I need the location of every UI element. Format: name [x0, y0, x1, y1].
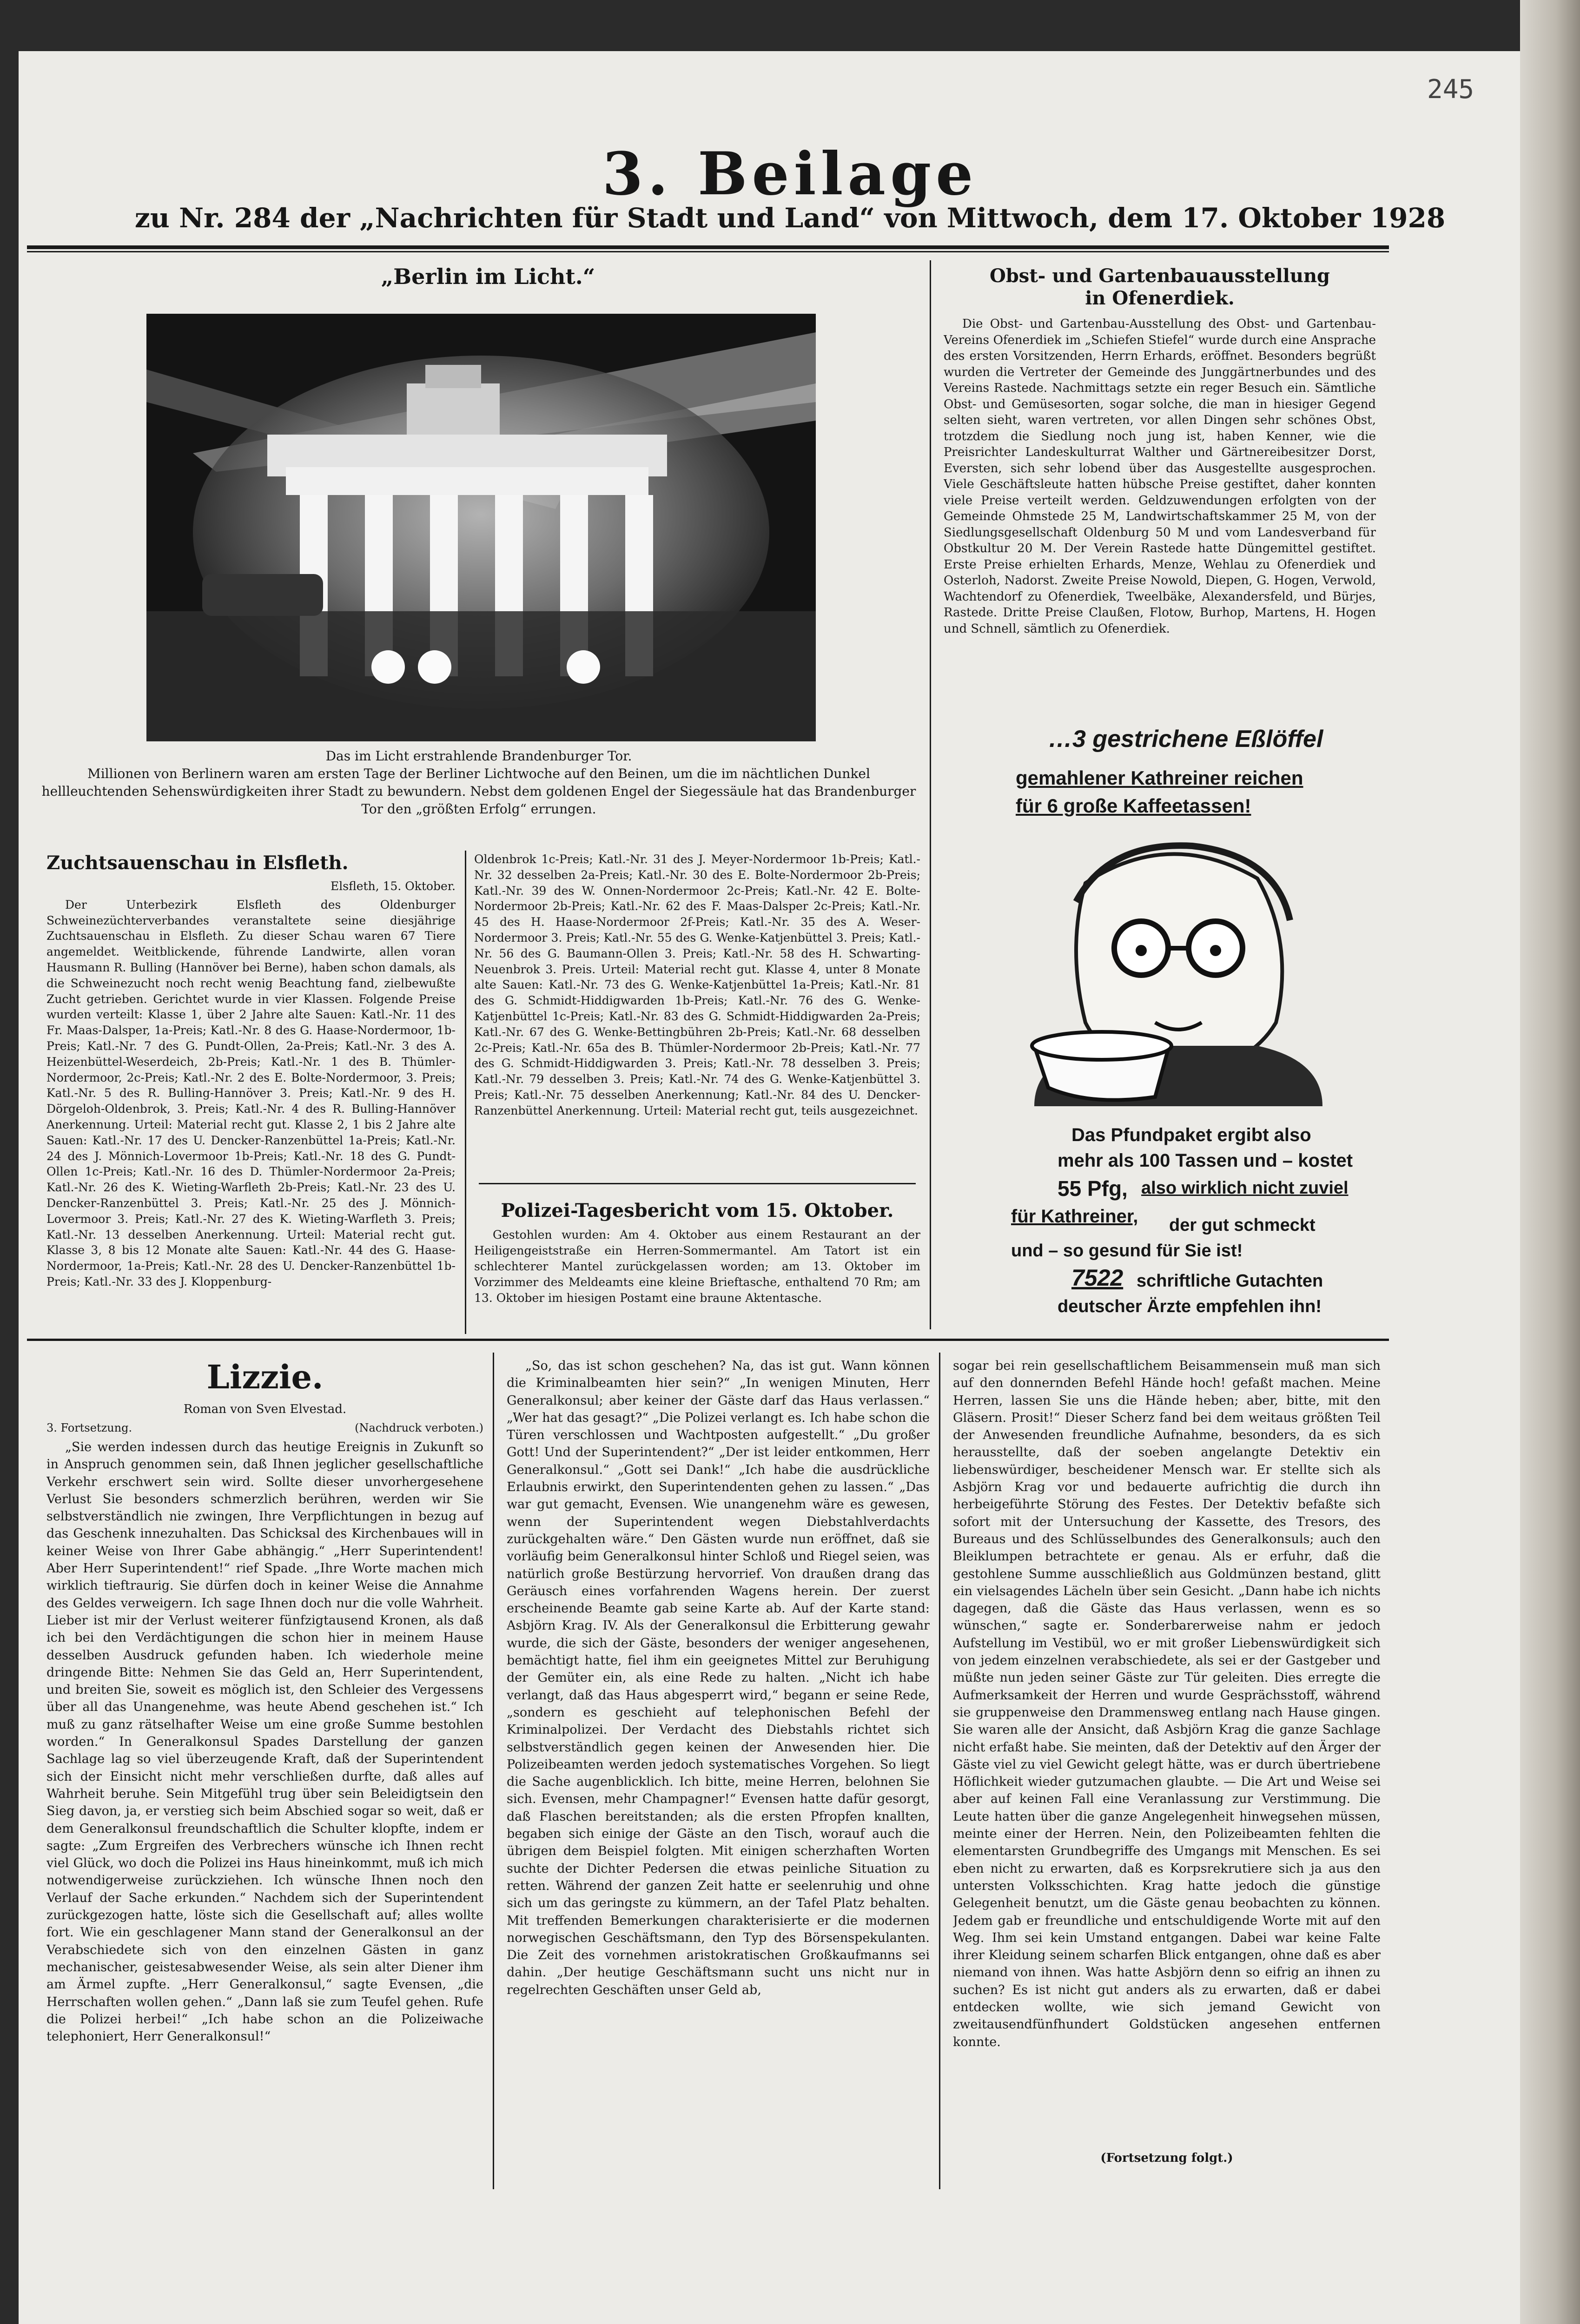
zucht-text-cont: Oldenbrok 1c-Preis; Katl.-Nr. 31 des J. Meyer-Nordermoor 1b-Preis; Katl.-Nr. 32 desselben 2a-Preis; Katl.-Nr. 30 des E. Bolte-Nordermoor 2b-Preis; Katl.-Nr. 39 des W. Onnen-Nordermoor 2c-Preis; Katl.-Nr. 42 E. Bolte-Nordermoor 2b-Preis; Katl.-Nr. 62 des F. Maas-Dalsper 2c-Preis; Katl.-Nr. 45 des H. Haase-Nordermoor 2f-Preis; Katl.-Nr. 35 des A. Weser-Nordermoor 3. Preis; Katl.-Nr. 55 des G. Wenke-Katjenbüttel 3. Preis; Katl.-Nr. 56 des G. Baumann-Ollen 3. Preis; Katl.-Nr. 58 des H. Schwarting-Neuenbrok 3. Preis. Urteil: Material recht gut. Klasse 4, unter 8 Monate alte Sauen: Katl.-Nr. 73 des G. Wenke-Katjenbüttel 1a-Preis; Katl.-Nr. 81 des G. Schmidt-Hiddigwarden 1b-Preis; Katl.-Nr. 76 des G. Wenke-Katjenbüttel 1c-Preis; Katl.-Nr. 83 des G. Schmidt-Hiddigwarden 2a-Preis; Katl.-Nr. 67 des G. Wenke-Bettingbühren 2b-Preis; Katl.-Nr. 68 desselben 2c-Preis; Katl.-Nr. 65a des B. Thümler-Nordermoor 2b-Preis; Katl.-Nr. 77 des G. Schmidt-Hiddigwarden 3. Preis; Katl.-Nr. 78 desselben 3. Preis; Katl.-Nr. 79 desselben 3. Preis; Katl.-Nr. 74 des G. Wenke-Katjenbüttel 3. Preis; Katl.-Nr. 75 desselben Anerkennung; Katl.-Nr. 84 des U. Dencker-Ranzenbüttel Anerkennung. Urteil: Material recht gut, teils ausgezeichnet. — [474, 852, 920, 1117]
lizzie-text-1: „Sie werden indessen durch das heutige Ereignis in Zukunft so in Anspruch genommen sein, daß Ihnen jeglicher gesellschaftliche Verkehr erschwert sein wird. Sollte dieser unvorhergesehene Verlust Sie besonders schmerzlich berühren, werden wir Sie selbstverständlich nie zwingen, Ihre Verpflichtungen in bezug auf das Geschenk innezuhalten. Das Schicksal des Kirchenbaues will in keiner Weise von Ihrer Gabe abhängig.“ „Herr Superintendent! Aber Herr Superintendent!“ rief Spade. „Ihre Worte machen mich wirklich tieftraurig. Sie dürfen doch in keiner Weise die Annahme des Geldes verweigern. Ich sage Ihnen doch nur die volle Wahrheit. Lieber ist mir der Verlust weiterer fünfzigtausend Kronen, als daß ich bei den Verdächtigungen die schon hier in meinem Hause desselben Ausdruck gefunden haben. Ich wiederhole meine dringende Bitte: Nehmen Sie das Geld an, Herr Superintendent, und breiten Sie, soweit es möglich ist, den Schleier des Vergessens über all das Unangenehme, was heute Abend geschehen ist.“ Ich muß zu ganz rätselhafter Weise um eine große Summe bestohlen worden.“ In Generalkonsul Spades Darstellung der ganzen Sachlage lag so viel überzeugende Kraft, daß der Superintendent sich der Einsicht nicht mehr verschließen durfte, daß alles auf Wahrheit beruhe. Sein Mitgefühl trug über sein Beleidigtsein den Sieg davon, ja, er verstieg sich beim Abschied sogar so weit, daß er dem Generalkonsul freundschaftlich die Schulter klopfte, indem er sagte: „Zum Ergreifen des Verbrechers wünsche ich Ihnen recht viel Glück, wo doch die Polizei ins Haus hineinkommt, muß ich mich notwendigerweise zurückziehen. Ich wünsche Ihnen noch den Verlauf der Sache erkunden.“ Nachdem sich der Superintendent zurückgezogen hatte, löste sich die Gesellschaft auf; alles wollte fort. Wie ein geschlagener Mann stand der Generalkonsul an der Verabschiedete sich von den einzelnen Gästen in ganz mechanischer, geistesabwesender Weise, als sein alter Diener ihm am Ärmel zupfte. „Herr Generalkonsul,“ sagte Evensen, „die Herrschaften wollen gehen.“ „Dann laß sie zum Teufel gehen. Rufe die Polizei herbei!“ „Ich habe schon an die Polizeiwache telephoniert, Herr Generalkonsul!“ — [46, 1440, 483, 2044]
supplement-subtitle: zu Nr. 284 der „Nachrichten für Stadt und Land“ von Mittwoch, dem 17. Oktober 1928 — [134, 202, 1446, 234]
lizzie-column-2 — [507, 1357, 930, 2185]
ad-headline: …3 gestrichene Eßlöffel — [1048, 726, 1323, 753]
lizzie-column-3 — [953, 1357, 1381, 2138]
book-binding-edge — [1520, 0, 1580, 2324]
ad-number: 7522 — [1071, 1265, 1124, 1291]
lizzie-nachdruck: (Nachdruck verboten.) — [355, 1421, 483, 1434]
obst-heading — [944, 265, 1376, 310]
photo-caption: Das im Licht erstrahlende Brandenburger Tor. — [325, 748, 632, 764]
zucht-heading: Zuchtsauenschau in Elsfleth. — [46, 852, 349, 874]
obst-heading-line1: Obst- und Gartenbauausstellung — [989, 265, 1330, 287]
ad-line5: mehr als 100 Tassen und – kostet — [1058, 1150, 1353, 1171]
photo-caption-text: Millionen von Berlinern waren am ersten Tage der Berliner Lichtwoche auf den Beinen, um die im nächtlichen Dunkel hellleuchtenden Sehenswürdigkeiten ihrer Stadt zu bewundern. Nebst dem goldenen Engel der Siegessäule hat das Brandenburger Tor den „größten Erfolg“ errungen. — [41, 766, 916, 817]
berlin-heading: „Berlin im Licht.“ — [381, 264, 595, 289]
man-drinking-coffee-drawing — [1016, 827, 1341, 1116]
obst-text: Die Obst- und Gartenbau-Ausstellung des Obst- und Gartenbau-Vereins Ofenerdiek im „Schiefen Stiefel“ wurde durch eine Ansprache des ersten Vorsitzenden, Herrn Erhards, eröffnet. Besonders begrüßt wurden die Vertreter der Gemeinde des Junggärtnerbundes und des Vereins Rastede. Nachmittags setzte ein reger Besuch ein. Sämtliche Obst- und Gemüsesorten, sogar solche, die man in hiesiger Gegend selten sieht, waren vertreten, vor allen Dingen sehr schönes Obst, trotzdem die Siedlung noch jung ist, haben Kenner, wie die Preisrichter Landeskulturrat Walther und Gärtnereibesitzer Dorst, Eversten, sich sehr lobend über das Ausgestellte ausgesprochen. Viele Geschäftsleute hatten hübsche Preise gestiftet, daher konnten viele Preise verteilt werden. Geldzuwendungen erfolgten von der Gemeinde Ohmstede 25 M, Landwirtschaftskammer 25 M, von der Siedlungsgesellschaft Oldenburg 50 M und vom Landesverband für Obstkultur 20 M. Der Verein Rastede hatte Düngemittel gestiftet. Erste Preise erhielten Erhards, Menze, Wehlau zu Ofenerdiek und Osterloh, Nadorst. Zweite Preise Nowold, Diepen, G. Hogen, Verwold, Wachtendorf zu Ofenerdiek, Tweelbäke, Alexandersfeld, und Bürjes, Rastede. Dritte Preise Claußen, Flotow, Burhop, Martens, H. Hogen und Schnell, sämtlich zu Ofenerdiek. — [944, 317, 1376, 636]
column-divider — [465, 851, 466, 1334]
ad-price: 55 Pfg, — [1058, 1176, 1128, 1201]
obst-heading-line2: in Ofenerdiek. — [1085, 287, 1235, 309]
photo-caption-block — [37, 747, 920, 818]
zucht-article — [46, 878, 456, 1329]
obst-article — [944, 316, 1376, 693]
zucht-text: Der Unterbezirk Elsfleth des Oldenburger Schweinezüchterverbandes veranstaltete seine diesjährige Zuchtsauenschau in Elsfleth. Zu dieser Schau waren 67 Tiere angemeldet. Weitblickende, führende Landwirte, allen voran Hausmann R. Bulling (Hannöver bei Berne), haben schon damals, als die Schweinezucht noch recht wenig Beachtung fand, zielbewußte Zucht getrieben. Gerichtet wurde in vier Klassen. Folgende Preise wurden verteilt: Klasse 1, über 2 Jahre alte Sauen: Katl.-Nr. 11 des Fr. Maas-Dalsper, 1a-Preis; Katl.-Nr. 8 des G. Haase-Nordermoor, 1b-Preis; Katl.-Nr. 7 des G. Pundt-Ollen, 2a-Preis; Katl.-Nr. 3 des A. Heizenbüttel-Weserdeich, 2b-Preis; Katl.-Nr. 1 des B. Thümler-Nordermoor, 2c-Preis; Katl.-Nr. 2 des E. Bolte-Nordermoor, 3. Preis; Katl.-Nr. 5 des R. Bulling-Hannöver 3. Preis; Katl.-Nr. 9 des H. Dörgeloh-Oldenbrok, 3. Preis; Katl.-Nr. 4 des R. Bulling-Hannöver Anerkennung. Urteil: Material recht gut. Klasse 2, 1 bis 2 Jahre alte Sauen: Katl.-Nr. 17 des U. Dencker-Ranzenbüttel 1a-Preis; Katl.-Nr. 24 des J. Mönnich-Lovermoor 1b-Preis; Katl.-Nr. 18 des G. Pundt-Ollen 1c-Preis; Katl.-Nr. 16 des D. Thümler-Nordermoor 2a-Preis; Katl.-Nr. 26 des K. Wieting-Warfleth 2b-Preis; Katl.-Nr. 23 des U. Dencker-Ranzenbüttel 3. Preis; Katl.-Nr. 25 des J. Mönnich-Lovermoor 3. Preis; Katl.-Nr. 27 des K. Wieting-Warfleth 3. Preis; Katl.-Nr. 13 desselben Anerkennung. Urteil: Material recht gut. Klasse 3, 8 bis 12 Monate alte Sauen: Katl.-Nr. 44 des G. Haase-Nordermoor, 1a-Preis; Katl.-Nr. 28 des U. Dencker-Ranzenbüttel 1b-Preis; Katl.-Nr. 33 des J. Kloppenburg- — [46, 898, 456, 1288]
supplement-title: 3. Beilage — [602, 139, 978, 208]
polizei-heading: Polizei-Tagesbericht vom 15. Oktober. — [501, 1200, 894, 1221]
ad-line8: und – so gesund für Sie ist! — [1011, 1241, 1243, 1261]
kathreiner-advertisement — [997, 716, 1360, 1343]
polizei-article — [474, 1227, 920, 1334]
column-divider — [930, 260, 931, 1329]
header-rule-thin — [27, 251, 1389, 252]
zucht-article-cont — [474, 852, 920, 1177]
polizei-text: Gestohlen wurden: Am 4. Oktober aus einem Restaurant an der Heiligengeiststraße ein Herren-Sommermantel. Am Tatort ist ein schlechterer Mantel zurückgelassen worden; am 13. Oktober im Vorzimmer des Meldeamts eine kleine Brieftasche, enthaltend 70 Rm; am 13. Oktober im hiesigen Postamt eine braune Aktentasche. — [474, 1228, 920, 1305]
brandenburger-tor-photo — [146, 314, 816, 741]
lizzie-heading: Lizzie. — [206, 1358, 324, 1396]
article-rule — [479, 1183, 916, 1184]
ad-brand: für Kathreiner, — [1011, 1206, 1138, 1227]
ad-line3: für 6 große Kaffeetassen! — [1016, 795, 1251, 817]
lizzie-text-2: „So, das ist schon geschehen? Na, das ist gut. Wann können die Kriminalbeamten hier sein?“ „In wenigen Minuten, Herr Generalkonsul; aber keiner der Gäste darf das Haus verlassen.“ „Wer hat das gesagt?“ „Die Polizei verlangt es. Ich habe schon die Türen verschlossen und Wachtposten aufgestellt.“ „Du großer Gott! Und der Superintendent?“ „Der ist leider entkommen, Herr Generalkonsul.“ „Gott sei Dank!“ „Ich habe die ausdrückliche Erlaubnis erwirkt, den Superintendenten gehen zu lassen.“ „Das war gut gemacht, Evensen. Wie unangenehm wäre es gewesen, wenn der Superintendent wegen Diebstahlverdachts zurückgehalten wäre.“ Den Gästen wurde nun eröffnet, daß sie vorläufig beim Generalkonsul hinter Schloß und Riegel seien, was natürlich große Bestürzung hervorrief. Von draußen drang das Geräusch eines vorfahrenden Wagens herein. Der zuerst erscheinende Beamte gab seine Karte ab. Auf der Karte stand: Asbjörn Krag. IV. Als der Generalkonsul die Erbitterung gewahr wurde, die sich der Gäste, besonders der weniger angesehenen, bemächtigt hatte, fiel ihm ein geeignetes Mittel zur Beruhigung der Gemüter ein, als eine Rede zu halten. „Nicht ich habe verlangt, daß das Haus abgesperrt wird,“ begann er seine Rede, „sondern es geschieht auf telephonischen Befehl der Kriminalpolizei. Der Verdacht des Diebstahls richtet sich selbstverständlich gegen keinen der Anwesenden hier. Die Polizeibeamten werden jedoch systematisches Vorgehen. So liegt die Sache augenblicklich. Ich bitte, meine Herren, belohnen Sie sich. Evensen, mehr Champagner!“ Evensen hatte dafür gesorgt, daß Flaschen bereitstanden; als die ersten Pfropfen knallten, begaben sich einige der Gäste an den Tisch, worauf auch die übrigen dem Beispiel folgten. Mit einigen scherzhaften Worten suchte der Dichter Pedersen die etwas peinliche Situation zu retten. Während der ganzen Zeit hatte er seelenruhig und ohne sich um das geringste zu kümmern, an der Tafel Platz behalten. Mit treffenden Bemerkungen charakterisierte er die modernen norwegischen Geschäftsmann, den Typ des Börsenspekulanten. Die Zeit des vornehmen aristokratischen Großkaufmanns sei dahin. „Der heutige Geschäftsmann sucht uns nicht nur in regelrechten Geschäften unser Geld ab, — [507, 1359, 930, 1997]
ad-line6: also wirklich nicht zuviel — [1141, 1178, 1349, 1198]
zucht-dateline: Elsfleth, 15. Oktober. — [331, 879, 456, 893]
ad-line9: schriftliche Gutachten — [1137, 1271, 1323, 1291]
lizzie-column-1 — [46, 1439, 483, 2182]
lizzie-byline: Roman von Sven Elvestad. — [183, 1402, 347, 1416]
lizzie-fortsetzung-folgt: (Fortsetzung folgt.) — [1100, 2151, 1233, 2165]
column-divider — [939, 1353, 940, 2189]
page-number: 245 — [1427, 74, 1474, 105]
ad-line4: Das Pfundpaket ergibt also — [1071, 1125, 1311, 1145]
ad-line10: deutscher Ärzte empfehlen ihn! — [1058, 1297, 1322, 1316]
ad-line2: gemahlener Kathreiner reichen — [1016, 767, 1303, 789]
column-divider — [493, 1353, 494, 2189]
brandenburger-tor-illustration — [146, 314, 816, 741]
ad-line7: der gut schmeckt — [1169, 1215, 1316, 1235]
lizzie-text-3: sogar bei rein gesellschaftlichem Beisammensein muß man sich auf den donnernden Befehl Hände hoch! gefaßt machen. Meine Herren, lassen Sie uns die Hände heben; aber, bitte, mit den Gläsern. Prosit!“ Dieser Scherz fand bei dem weitaus größten Teil der Anwesenden freundliche Aufnahme, besonders, da es sich herausstellte, daß der soeben angelangte Detektiv ein liebenswürdiger, bescheidener Mensch war. Er stellte sich als Asbjörn Krag vor und bedauerte aufrichtig die durch ihn herbeigeführte Störung des Festes. Der Detektiv befaßte sich sofort mit der Untersuchung der Kassette, des Tresors, des Bureaus und des Schlüsselbundes des Generalkonsuls; auch den Bleiklumpen betrachtete er genau. Als er erfuhr, daß die gestohlene Summe ausschließlich aus Goldmünzen bestand, glitt ein vielsagendes Lächeln über sein Gesicht. „Dann habe ich nichts dagegen, daß die Gäste das Haus verlassen, wenn es so wünschen,“ sagte er. Sonderbarerweise nahm er jedoch Aufstellung im Vestibül, wo er mit großer Liebenswürdigkeit sich von jedem einzelnen verabschiedete, als sei er der Gastgeber und müßte nun jeden seiner Gäste zur Tür geleiten. Dies erregte die Aufmerksamkeit der Herren und wurde Gesprächsstoff, während sie gruppenweise den Drammensweg entlang nach Hause gingen. Sie waren alle der Ansicht, daß Asbjörn Krag die ganze Sachlage nicht erfaßt habe. Sie meinten, daß der Detektiv auf den Ärger der Gäste viel zu viel Gewicht gelegt hätte, was er durch übertriebene Höflichkeit wieder gutzumachen glaubte. — Die Art und Weise sei aber auf keinen Fall eine Veranlassung zur Verstimmung. Die Leute hatten über die ganze Angelegenheit hinwegsehen müssen, meinte einer der Herren. Nein, den Polizeibeamten fehlten die elementarsten Grundbegriffe des Umgangs mit Menschen. Es sei eben nicht zu erwarten, daß es Korpsrekrutiere sich ja aus den untersten Volksschichten. Krag hatte jedoch die günstige Gelegenheit benutzt, um die Gäste genau beobachten zu können. Jedem gab er freundliche und entschuldigende Worte mit auf den Weg. Ihm sei kein Umstand entgangen. Dabei war keine Falte ihrer Kleidung seinem scharfen Blick entgangen, ohne daß es aber niemand von ihnen. Was hatte Asbjörn denn so eifrig an ihnen zu suchen? Es ist nicht gut anders als zu erwarten, daß er dabei entdecken wollte, wie sich jemand Gewicht von zweitausendfünfhundert Goldstücken angesehen entfernen konnte. — [953, 1359, 1381, 2049]
lizzie-fortsetzung: 3. Fortsetzung. — [46, 1421, 132, 1434]
header-rule — [27, 245, 1389, 249]
